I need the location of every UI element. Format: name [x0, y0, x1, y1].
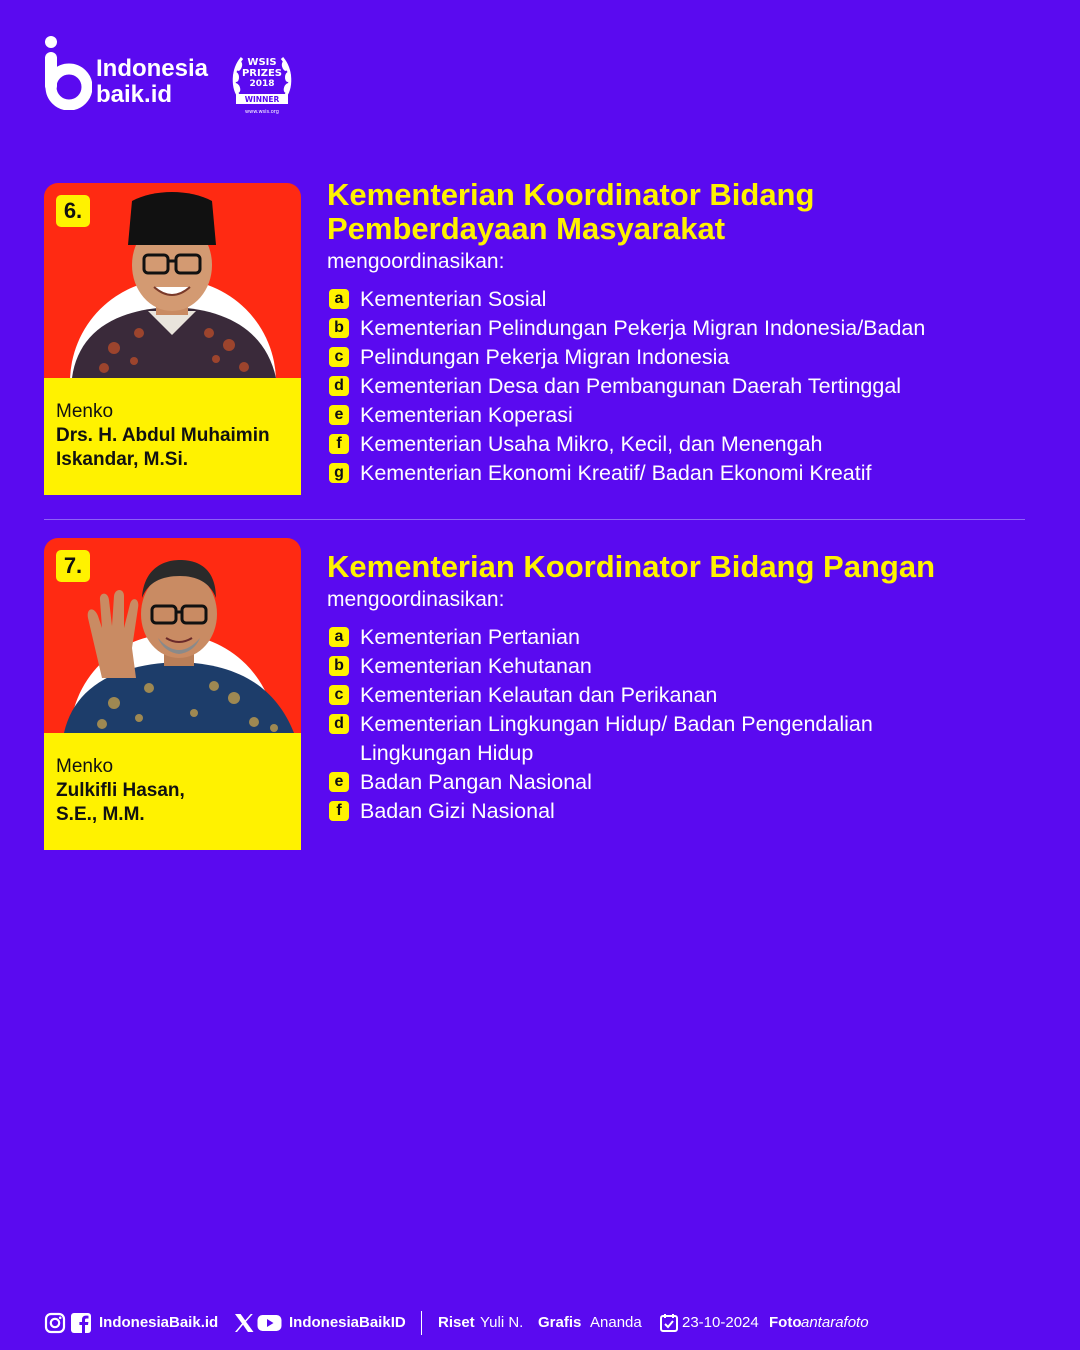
list-item	[327, 459, 1027, 488]
award-line-2: PRIZES	[241, 68, 283, 79]
list-item	[327, 797, 1027, 826]
list-letter-badge: g	[329, 463, 349, 483]
brand-name	[96, 56, 208, 108]
list-letter-badge: e	[329, 772, 349, 792]
indonesia-baik-logo-icon	[44, 36, 92, 110]
list-item	[327, 652, 1027, 681]
list-letter-badge: b	[329, 656, 349, 676]
list-item-text: Kementerian Ekonomi Kreatif/ Badan Ekonomi Kreatif	[360, 461, 872, 485]
list-letter-badge: a	[329, 627, 349, 647]
section-title	[327, 550, 935, 584]
list-item	[327, 401, 1027, 430]
minister-name-line-2: Iskandar, M.Si.	[56, 449, 188, 470]
ministry-list	[327, 623, 1027, 826]
list-item-text: Pelindungan Pekerja Migran Indonesia	[360, 345, 730, 369]
list-item	[327, 343, 1027, 372]
ministry-list	[327, 285, 1027, 488]
award-year: 2018	[249, 79, 275, 89]
youtube-icon[interactable]	[257, 1312, 282, 1334]
section-title	[327, 178, 814, 246]
award-status: WINNER	[244, 95, 280, 104]
list-item-text: Kementerian Pelindungan Pekerja Migran Indonesia/Badan	[360, 316, 926, 340]
section-subtitle: mengoordinasikan:	[327, 250, 505, 273]
calendar-icon	[660, 1312, 678, 1334]
minister-name-line-1: Zulkifli Hasan,	[56, 780, 185, 801]
award-url: www.wsis.org	[245, 109, 279, 115]
list-item-text-continued: Lingkungan Hidup	[360, 741, 534, 765]
list-item	[327, 623, 1027, 652]
grafis-label: Grafis	[538, 1314, 582, 1331]
minister-name-line-1: Drs. H. Abdul Muhaimin	[56, 425, 270, 446]
grafis-name: Ananda	[590, 1314, 642, 1331]
list-item-text: Kementerian Kelautan dan Perikanan	[360, 683, 718, 707]
foto-label: Foto	[769, 1314, 802, 1331]
list-letter-badge: d	[329, 714, 349, 734]
list-letter-badge: c	[329, 685, 349, 705]
foto-source: antarafoto	[801, 1314, 869, 1331]
brand-line-1: Indonesia	[96, 55, 209, 82]
award-line-1: WSIS	[247, 57, 277, 68]
section-divider	[44, 519, 1025, 520]
list-item	[327, 314, 1027, 343]
x-twitter-icon[interactable]	[233, 1312, 255, 1334]
brand-line-2: baik.id	[96, 81, 173, 108]
social-handle-2[interactable]: IndonesiaBaikID	[289, 1314, 406, 1331]
minister-info	[44, 733, 301, 850]
instagram-icon[interactable]	[44, 1312, 66, 1334]
facebook-icon[interactable]	[70, 1312, 92, 1334]
section-title-line-1: Kementerian Koordinator Bidang Pangan	[327, 549, 936, 584]
list-item-text: Kementerian Usaha Mikro, Kecil, dan Menengah	[360, 432, 823, 456]
list-item-text: Badan Pangan Nasional	[360, 770, 592, 794]
section-number-badge: 6.	[56, 195, 90, 227]
section-number-badge: 7.	[56, 550, 90, 582]
publish-date: 23-10-2024	[682, 1314, 759, 1331]
list-letter-badge: c	[329, 347, 349, 367]
footer-separator	[421, 1311, 422, 1335]
list-item	[327, 681, 1027, 710]
section-title-line-2: Pemberdayaan Masyarakat	[327, 211, 726, 246]
list-letter-badge: d	[329, 376, 349, 396]
list-item-text: Kementerian Sosial	[360, 287, 547, 311]
section-title-line-1: Kementerian Koordinator Bidang	[327, 177, 815, 212]
list-item-text: Kementerian Koperasi	[360, 403, 573, 427]
list-item-text: Badan Gizi Nasional	[360, 799, 555, 823]
footer-credits	[44, 1310, 1044, 1336]
section-subtitle: mengoordinasikan:	[327, 588, 505, 611]
list-item	[327, 285, 1027, 314]
list-item	[327, 430, 1027, 459]
list-letter-badge: a	[329, 289, 349, 309]
brand-logo	[44, 36, 304, 116]
wsis-prize-badge	[230, 50, 294, 116]
riset-name: Yuli N.	[480, 1314, 524, 1331]
minister-name-line-2: S.E., M.M.	[56, 804, 145, 825]
riset-label: Riset	[438, 1314, 475, 1331]
list-item	[327, 710, 1027, 768]
minister-photo	[44, 538, 301, 733]
list-item-text: Kementerian Kehutanan	[360, 654, 592, 678]
list-item	[327, 768, 1027, 797]
minister-info	[44, 378, 301, 495]
list-letter-badge: b	[329, 318, 349, 338]
social-handle-1[interactable]: IndonesiaBaik.id	[99, 1314, 219, 1331]
minister-card-6	[44, 183, 301, 495]
minister-role: Menko	[56, 401, 114, 422]
list-item-text: Kementerian Lingkungan Hidup/ Badan Pengendalian	[360, 712, 873, 736]
list-item-text: Kementerian Pertanian	[360, 625, 580, 649]
list-letter-badge: f	[329, 434, 349, 454]
list-letter-badge: f	[329, 801, 349, 821]
minister-role: Menko	[56, 756, 114, 777]
list-item	[327, 372, 1027, 401]
list-item-text: Kementerian Desa dan Pembangunan Daerah Tertinggal	[360, 374, 902, 398]
list-letter-badge: e	[329, 405, 349, 425]
minister-card-7	[44, 538, 301, 850]
minister-photo	[44, 183, 301, 378]
